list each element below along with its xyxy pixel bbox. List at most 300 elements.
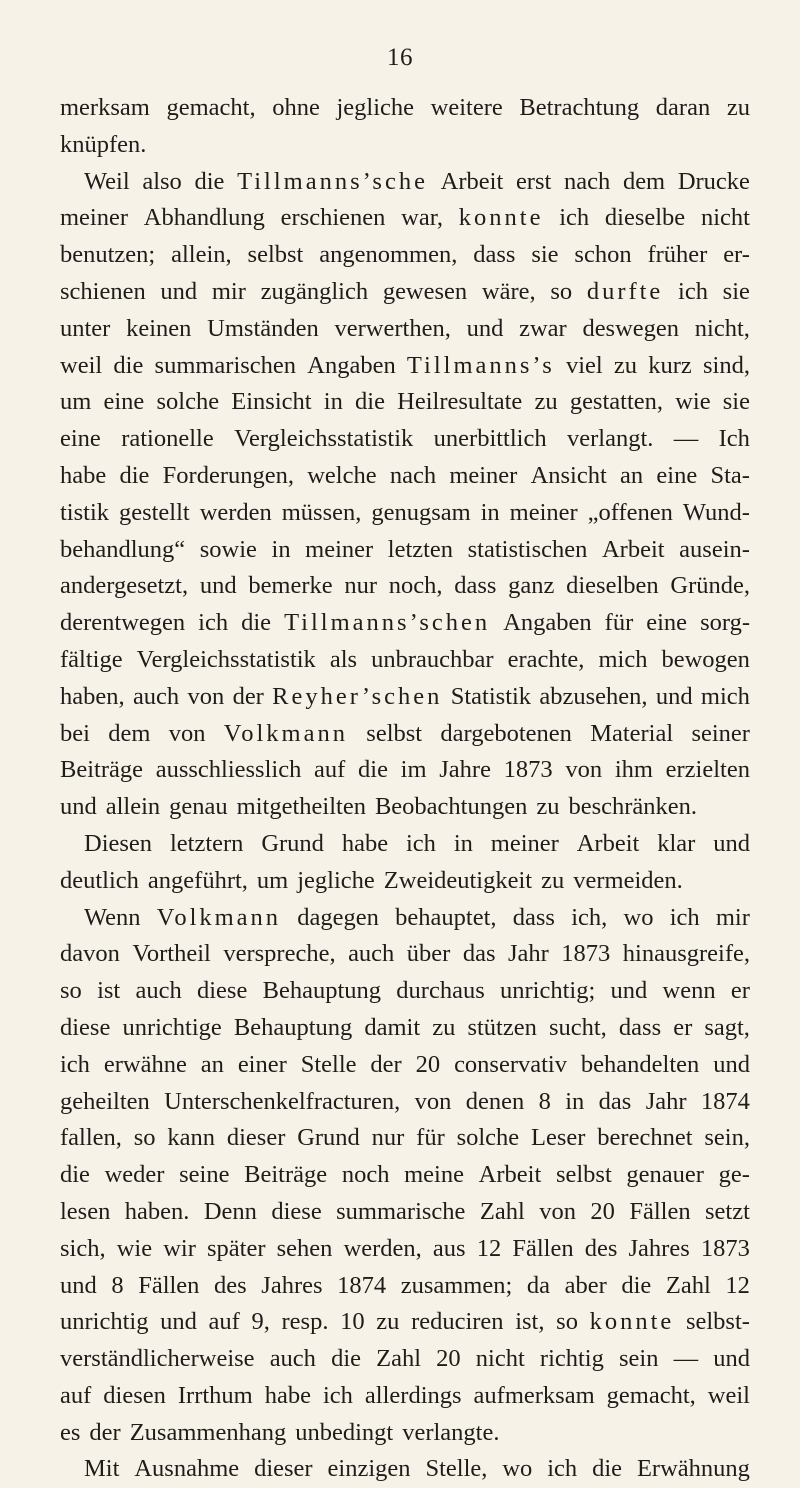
word: Tillmanns’schen — [284, 609, 491, 637]
word: nicht — [475, 1345, 525, 1373]
word: bewogen — [661, 645, 750, 673]
text-line — [60, 90, 750, 127]
word: in — [565, 1087, 585, 1115]
word: unbrauchbar — [371, 645, 494, 673]
word: behandlung“ — [60, 535, 186, 563]
word: Abhandlung — [143, 204, 265, 232]
word: vermeiden. — [573, 866, 683, 894]
word: Diesen — [84, 829, 153, 857]
word: auch — [348, 940, 395, 968]
word: sie — [722, 277, 750, 305]
word: Wenn — [84, 903, 141, 931]
word: in — [453, 829, 473, 857]
word: Erwähnung — [636, 1455, 750, 1483]
word: dem — [622, 167, 666, 195]
word: müssen, — [281, 498, 362, 526]
word: des — [584, 1234, 618, 1262]
word: gemacht, — [606, 1381, 696, 1409]
word: dagegen — [297, 903, 379, 931]
word: Fällen — [629, 1197, 691, 1225]
text-line — [60, 458, 750, 495]
word: erachte, — [507, 645, 585, 673]
word: Leser — [531, 1124, 586, 1152]
word: und — [466, 314, 504, 342]
word: 1873 — [700, 1234, 750, 1262]
word: fallen, — [60, 1124, 122, 1152]
word: die — [194, 167, 225, 195]
word: stützen — [467, 1013, 537, 1041]
word: dargebotenen — [440, 719, 572, 747]
word: um — [60, 388, 92, 416]
word: Irrthum — [177, 1381, 253, 1409]
word: unrichtig; — [500, 977, 596, 1005]
word: ist, — [515, 1308, 545, 1336]
word: und — [160, 1308, 197, 1336]
word: ausein- — [679, 535, 750, 563]
word: dem — [108, 719, 151, 747]
word: sein — [619, 1345, 659, 1373]
word: zusammen; — [400, 1271, 513, 1299]
word: keinen — [126, 314, 192, 342]
word: unbedingt — [295, 1418, 394, 1446]
word: selbst — [366, 719, 423, 747]
word: Betrachtung — [519, 94, 640, 121]
word: abzusehen, — [539, 682, 648, 710]
word: zwar — [519, 314, 567, 342]
word: geheilten — [60, 1087, 150, 1115]
text-line — [60, 605, 750, 642]
word: Beiträge — [60, 756, 143, 784]
word: 1873 — [503, 756, 553, 784]
word: meine — [404, 1161, 464, 1189]
word: so — [550, 277, 573, 305]
word: ohne — [272, 94, 320, 121]
word: — — [673, 1345, 699, 1373]
text-line — [60, 384, 750, 421]
word: habe — [264, 1381, 311, 1409]
word: ich — [669, 903, 700, 931]
word: ich, — [571, 903, 608, 931]
word: Statistik — [450, 682, 532, 710]
word: 12 — [725, 1271, 750, 1299]
word: Denn — [203, 1197, 257, 1225]
text-line — [60, 274, 750, 311]
word: er — [730, 977, 750, 1005]
word: noch — [341, 1161, 390, 1189]
word: „offenen — [587, 498, 673, 526]
text-line — [60, 752, 750, 789]
word: meiner — [449, 461, 518, 489]
word: unrichtige — [122, 1013, 222, 1041]
word: kann — [167, 1124, 216, 1152]
word: werden — [199, 498, 272, 526]
word: sich, — [60, 1234, 106, 1262]
word: Material — [590, 719, 674, 747]
text-line — [60, 1304, 750, 1341]
word: jegliche — [336, 94, 415, 121]
word: Ausnahme — [134, 1455, 240, 1483]
word: angeführt, — [147, 866, 248, 894]
word: und — [713, 829, 750, 857]
word: er- — [723, 241, 750, 269]
word: selbst — [247, 241, 304, 269]
word: — — [673, 425, 699, 453]
word: genugsam — [371, 498, 471, 526]
word: Gründe, — [670, 572, 750, 600]
word: auch — [135, 977, 182, 1005]
word: Arbeit — [601, 535, 665, 563]
word: andergesetzt, — [60, 572, 189, 600]
text-line — [60, 1047, 750, 1084]
text-line — [60, 1268, 750, 1305]
text-line — [60, 1415, 750, 1452]
word: bei — [60, 719, 90, 747]
word: sowie — [199, 535, 257, 563]
word: diese — [60, 1013, 111, 1041]
word: ich — [60, 1050, 90, 1078]
word: durchaus — [396, 977, 485, 1005]
word: es — [60, 1418, 81, 1446]
word: schon — [574, 241, 632, 269]
word: Arbeit — [440, 167, 504, 195]
word: auf — [60, 1381, 92, 1409]
word: Jahr — [507, 940, 549, 968]
text-line — [60, 495, 750, 532]
word: deutlich — [60, 866, 139, 894]
word: 20 — [436, 1345, 461, 1373]
word: von — [187, 682, 225, 710]
word: statistischen — [467, 535, 588, 563]
text-line — [60, 1010, 750, 1047]
word: derentwegen — [60, 609, 186, 637]
word: an — [200, 1050, 224, 1078]
word: die — [592, 1455, 623, 1483]
word: wo — [623, 903, 654, 931]
word: in — [480, 498, 500, 526]
word: ihm — [614, 756, 653, 784]
word: rationelle — [121, 425, 214, 453]
word: allein — [105, 793, 161, 821]
text-line — [60, 1378, 750, 1415]
word: Grund — [261, 829, 324, 857]
text-line — [60, 1231, 750, 1268]
word: Jahr — [645, 1087, 687, 1115]
word: davon — [60, 940, 120, 968]
word: später — [207, 1234, 266, 1262]
word: die — [113, 351, 144, 379]
word: meiner — [490, 829, 559, 857]
word: eine — [646, 609, 688, 637]
word: dass — [454, 572, 497, 600]
page-number: 16 — [387, 44, 413, 71]
word: er — [673, 1013, 693, 1041]
word: nur — [344, 572, 378, 600]
word: Arbeit — [478, 1161, 542, 1189]
word: Stelle — [300, 1050, 357, 1078]
word: lesen — [60, 1197, 111, 1225]
word: allerdings — [364, 1381, 462, 1409]
word: Vergleichsstatistik — [234, 425, 414, 453]
word: für — [604, 609, 634, 637]
word: so — [60, 977, 82, 1005]
word: damit — [364, 1013, 421, 1041]
word: gestatten, — [569, 388, 664, 416]
word: konnte — [589, 1308, 675, 1336]
text-line — [60, 237, 750, 274]
word: Tillmanns’s — [406, 351, 555, 379]
word: habe — [60, 461, 107, 489]
word: ist — [97, 977, 121, 1005]
word: mich — [700, 682, 750, 710]
word: Behauptung — [233, 1013, 353, 1041]
word: weil — [707, 1381, 750, 1409]
word: Vortheil — [132, 940, 211, 968]
word: 1873 — [561, 940, 611, 968]
word: des — [214, 1271, 247, 1299]
word: zu — [376, 1308, 400, 1336]
word: dass — [512, 903, 555, 931]
word: 10 — [340, 1308, 365, 1336]
word: zu — [536, 793, 560, 821]
word: aber — [564, 1271, 607, 1299]
word: seiner — [691, 719, 750, 747]
word: diese — [271, 1197, 322, 1225]
word: Tillmanns’sche — [237, 167, 428, 195]
word: dieser — [254, 1455, 313, 1483]
word: Einsicht — [231, 388, 312, 416]
word: sagt, — [704, 1013, 750, 1041]
word: tistik — [60, 498, 110, 526]
word: und — [60, 1271, 97, 1299]
text-line — [60, 421, 750, 458]
word: zugänglich — [260, 277, 369, 305]
text-line — [60, 863, 750, 900]
word: genauer — [626, 1161, 704, 1189]
text-line — [60, 1120, 750, 1157]
word: zu — [541, 866, 565, 894]
body-text — [60, 90, 750, 1488]
word: Jahres — [628, 1234, 690, 1262]
word: Zusammenhang — [129, 1418, 287, 1446]
word: die — [331, 1345, 361, 1373]
word: ich — [547, 1455, 578, 1483]
word: wie — [675, 388, 711, 416]
word: und — [160, 277, 198, 305]
word: die — [119, 461, 150, 489]
word: setzt — [705, 1197, 750, 1225]
word: gemacht, — [166, 94, 256, 121]
word: Jahre — [439, 756, 491, 784]
word: ich — [322, 1381, 353, 1409]
word: und — [713, 1050, 750, 1078]
word: sehen — [276, 1234, 333, 1262]
word: also — [142, 167, 182, 195]
word: wäre, — [481, 277, 536, 305]
word: genau — [169, 793, 228, 821]
word: haben, — [60, 682, 125, 710]
word: welche — [307, 461, 377, 489]
word: ge- — [718, 1161, 750, 1189]
word: dieselben — [566, 572, 659, 600]
word: in — [323, 388, 343, 416]
word: und — [199, 572, 237, 600]
word: wie — [116, 1234, 153, 1262]
word: und — [655, 682, 693, 710]
text-line — [60, 1084, 750, 1121]
word: unerbittlich — [433, 425, 547, 453]
word: Reyher’schen — [272, 682, 443, 710]
word: erwähne — [103, 1050, 187, 1078]
word: zu — [613, 351, 638, 379]
word: 9, — [251, 1308, 270, 1336]
word: dass — [473, 241, 516, 269]
text-line — [60, 1157, 750, 1194]
word: bemerke — [248, 572, 333, 600]
word: fältige — [60, 645, 123, 673]
word: denen — [465, 1087, 525, 1115]
word: unrichtig — [60, 1308, 149, 1336]
word: wir — [163, 1234, 196, 1262]
word: merksam — [60, 94, 150, 121]
word: Beobachtungen — [374, 793, 528, 821]
word: Volkmann — [223, 719, 348, 747]
word: Drucke — [677, 167, 750, 195]
text-line — [60, 900, 750, 937]
word: benutzen; — [60, 241, 156, 269]
word: summarischen — [154, 351, 297, 379]
text-line — [60, 826, 750, 863]
word: einzigen — [327, 1455, 411, 1483]
text-line — [60, 716, 750, 753]
word: habe — [341, 829, 389, 857]
word: von — [539, 1197, 576, 1225]
word: gewesen — [382, 277, 468, 305]
word: Angaben — [503, 609, 592, 637]
text-line — [60, 532, 750, 569]
word: conservativ — [454, 1050, 567, 1078]
word: verlangte. — [402, 1418, 500, 1446]
word: richtig — [539, 1345, 604, 1373]
word: beschränken. — [568, 793, 698, 821]
word: verständlicherweise — [60, 1345, 255, 1373]
word: das — [462, 940, 496, 968]
word: Forderungen, — [162, 461, 294, 489]
word: meiner — [60, 204, 129, 232]
word: gestellt — [118, 498, 190, 526]
word: schienen — [60, 277, 146, 305]
word: erschienen — [280, 204, 386, 232]
word: sie — [531, 241, 559, 269]
word: auch — [132, 682, 180, 710]
word: weitere — [430, 94, 503, 121]
word: mir — [715, 903, 750, 931]
word: wenn — [662, 977, 716, 1005]
word: sein, — [704, 1124, 750, 1152]
word: verspreche, — [223, 940, 336, 968]
text-line — [60, 348, 750, 385]
word: nach — [389, 461, 437, 489]
word: zu — [534, 388, 558, 416]
word: Heilresultate — [397, 388, 523, 416]
word: behauptet, — [395, 903, 497, 931]
word: eine — [103, 388, 145, 416]
word: hinausgreife, — [622, 940, 750, 968]
word: von — [414, 1087, 452, 1115]
text-line — [60, 200, 750, 237]
word: jegliche — [297, 866, 375, 894]
word: Beiträge — [244, 1161, 328, 1189]
word: ausschliesslich — [155, 756, 302, 784]
word: an — [620, 461, 644, 489]
word: nur — [371, 1124, 405, 1152]
word: sucht, — [548, 1013, 607, 1041]
word: angenommen, — [319, 241, 458, 269]
word: Fällen — [138, 1271, 200, 1299]
word: behandelten — [580, 1050, 700, 1078]
word: solche — [456, 1124, 520, 1152]
word: dass — [618, 1013, 662, 1041]
word: mitgetheilten — [236, 793, 366, 821]
word: nicht, — [694, 314, 750, 342]
word: auf — [314, 756, 346, 784]
word: erst — [515, 167, 552, 195]
word: Zweideutigkeit — [383, 866, 533, 894]
word: dieselbe — [604, 204, 686, 232]
word: diese — [197, 977, 248, 1005]
text-line — [60, 679, 750, 716]
word: 8 — [538, 1087, 551, 1115]
word: unter — [60, 314, 111, 342]
word: war, — [401, 204, 444, 232]
word: letztern — [169, 829, 244, 857]
word: meiner — [305, 535, 374, 563]
word: Angaben — [307, 351, 396, 379]
word: ganz — [508, 572, 555, 600]
word: berechnet — [597, 1124, 693, 1152]
text-line — [60, 936, 750, 973]
word: Arbeit — [576, 829, 640, 857]
word: sorg- — [700, 609, 750, 637]
word: über — [406, 940, 451, 968]
word: 1874 — [337, 1271, 387, 1299]
word: in — [271, 535, 291, 563]
word: und — [610, 977, 648, 1005]
word: noch, — [388, 572, 443, 600]
word: so — [556, 1308, 578, 1336]
word: 8 — [111, 1271, 124, 1299]
word: dieser — [226, 1124, 286, 1152]
word: nach — [564, 167, 611, 195]
word: einer — [237, 1050, 287, 1078]
word: letzten — [387, 535, 454, 563]
word: früher — [647, 241, 708, 269]
word: Jahres — [261, 1271, 323, 1299]
word: von — [168, 719, 206, 747]
word: viel — [565, 351, 603, 379]
word: und — [60, 793, 97, 821]
word: daran — [655, 94, 711, 121]
text-line — [60, 973, 750, 1010]
word: als — [329, 645, 358, 673]
word: verwerthen, — [334, 314, 451, 342]
word: 12 — [476, 1234, 502, 1262]
word: Vergleichsstatistik — [136, 645, 316, 673]
word: Umständen — [207, 314, 319, 342]
word: im — [400, 756, 427, 784]
word: so — [133, 1124, 156, 1152]
word: auf — [208, 1308, 240, 1336]
word: Wund- — [682, 498, 750, 526]
